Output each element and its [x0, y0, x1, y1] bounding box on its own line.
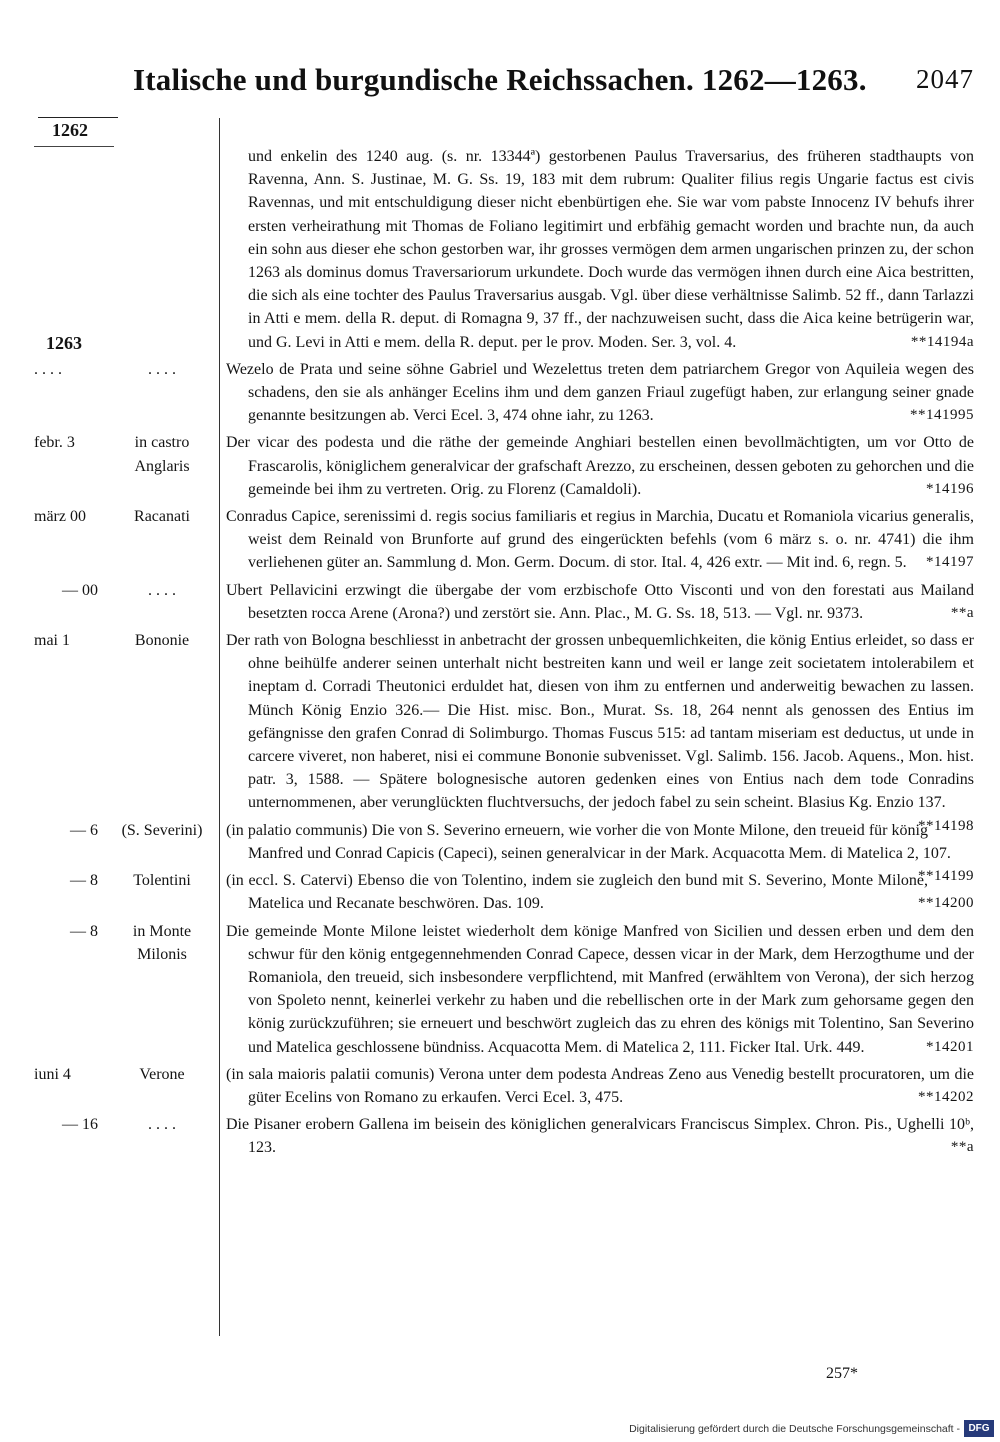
dfg-funding-notice: Digitalisierung gefördert durch die Deutsche Forschungsgemeinschaft - — [629, 1423, 960, 1435]
entry-paragraph — [226, 629, 974, 834]
entry-text: Der vicar des podesta und die räthe der gemeinde Anghiari bestellen einen bevollmächtigten, um vor Otto de Frascarolis, königlichem generalvicar der grafschaft Arezzo, zu erscheinen, dessen geboten zu gehorchen und die gemeinde bei ihm zu vertreten. Orig. zu Florenz (Camaldoli). — [226, 434, 974, 498]
regest-list — [0, 140, 1000, 1160]
entry-paragraph — [226, 431, 974, 501]
entry-text-block — [226, 145, 974, 354]
entry-paragraph — [226, 920, 974, 1059]
regest-number: **14199 — [918, 868, 974, 885]
regest-number: **14200 — [918, 895, 974, 912]
year-marker-top: 1262 — [52, 120, 88, 140]
year-marker: 1263 — [46, 333, 82, 353]
entry-text: Conradus Capice, serenissimi d. regis socius familiaris et regius in Marchia, Ducatu et Romaniola vicarius generalis, weist dem Reinald von Brunforte auf grund des eingerückten befehls (vom 6 märz s. o. nr. 4741) die ihm verliehenen güter an. Sammlung d. Mon. Germ. Docum. di stor. Ital. 4, 426 extr. — Mit ind. 6, regn. 5. — [226, 508, 974, 572]
regest-entry — [0, 920, 1000, 1059]
regest-entry — [0, 505, 1000, 575]
entry-date: — 6 — [70, 821, 98, 839]
entry-date: — 16 — [62, 1116, 98, 1134]
entry-place: . . . . — [148, 1116, 176, 1134]
entry-text-block — [226, 920, 974, 1059]
page-title: Italische und burgundische Reichssachen. 1262—1263. — [133, 62, 867, 97]
regest-entry — [0, 869, 1000, 915]
entry-paragraph — [226, 1063, 974, 1109]
regest-number: *14201 — [926, 1038, 974, 1055]
entry-text: Der rath von Bologna beschliesst in anbetracht der grossen unbequemlichkeiten, die könig Entius erleidet, so dass er ohne beihülfe anderer seinen unterhalt nicht bestreiten kann und weil er lange zeit societatem intolerabilem et ineptam d. Corradi Theutonici erduldet hat, diesen von ihm zu entfernen und anderweitig bewachen zu lassen. Münch König Enzio 326.— Die Hist. misc. Bon., Murat. Ss. 18, 264 nennt als genossen des Entius im gefängnisse den grafen Conrad di Solimburgo. Thomas Fuscus 515: ad tantam miseriam est deductus, ut unde in carcere viveret, non haberet, nisi ei commune Bononie subvenisset. Vgl. Salimb. 156. Jacob. Aquens., Mon. hist. patr. 3, 1588. — Spätere bolognesische autoren gedenken eines von Entius nach dem tode Conradins unternommenen, aber verunglückten fluchtversuchs, der jedoch fabel zu sein scheint. Blasius Kg. Enzio 137. — [226, 632, 974, 812]
entry-text-block — [226, 358, 974, 428]
entry-text-block — [226, 505, 974, 575]
entry-date: — 8 — [70, 922, 98, 940]
regest-entry — [0, 1063, 1000, 1109]
regest-number: **a — [950, 1139, 974, 1156]
regest-entry — [0, 579, 1000, 625]
entry-date: iuni 4 — [34, 1065, 71, 1083]
regest-number: **14194a — [910, 333, 974, 350]
entry-text: Wezelo de Prata und seine söhne Gabriel und Wezelettus treten dem patriarchem Gregor von Aquileia wegen des schadens, den sie als anhänger Ecelins ihm und dem ganzen Friaul zugefügt haben, zur erlangung seiner gnade genannte besitzungen ab. Verci Ecel. 3, 474 ohne iahr, zu 1263. — [226, 360, 974, 425]
entry-date: — 00 — [62, 581, 98, 599]
entry-place: Bononie — [134, 632, 190, 650]
entry-date: märz 00 — [34, 508, 86, 526]
entry-text-block — [226, 629, 974, 834]
entry-paragraph — [226, 145, 974, 354]
entry-place: . . . . — [148, 360, 176, 378]
entry-text: Die gemeinde Monte Milone leistet wiederholt dem könige Manfred von Sicilien und dessen erben und dem den schwur für den könig entgegennehmenden Conrad Capece, dessen vicar in der Mark, dem Herzogthume und der Romaniola, den treueid, sich insbesondere verpflichtend, mit Manfred (erwähltem von Verona), der sich herzog von Spoleto nennt, keinerlei verkehr zu haben und die rebellischen orte in der Mark zum gehorsame gegen den könig zurückzuführen; sie erneuert und beschwört zugleich das zu ehren des königs mit Tolentino, San Severino und Matelica geschlossene bündniss. Acquacotta Mem. di Matelica 2, 111. Ficker Ital. Urk. 449. — [226, 922, 974, 1056]
entry-paragraph — [226, 819, 974, 885]
regest-entry — [0, 1113, 1000, 1159]
entry-text-block — [226, 819, 974, 885]
year-rule — [38, 117, 118, 118]
regest-number: **14202 — [918, 1088, 974, 1105]
entry-paragraph — [226, 869, 974, 915]
entry-text: Ubert Pellavicini erzwingt die übergabe der vom erzbischofe Otto Visconti und von den forestati aus Mailand besetzten rocca Arene (Arona?) und zerstört sie. Ann. Plac., M. G. Ss. 18, 513. — Vgl. nr. 9373. — [226, 581, 974, 622]
page-number: 2047 — [916, 64, 974, 94]
entry-place: Tolentini — [133, 872, 191, 890]
regest-number: **141995 — [910, 407, 974, 424]
entry-text-block — [226, 579, 974, 625]
regest-entry — [0, 358, 1000, 428]
regest-number: **a — [950, 604, 974, 621]
entry-place: Racanati — [134, 508, 190, 526]
entry-text-block — [226, 869, 974, 915]
regest-entry — [0, 145, 1000, 354]
entry-date: . . . . — [34, 360, 62, 378]
entry-paragraph — [226, 579, 974, 625]
entry-text: und enkelin des 1240 aug. (s. nr. 13344ª) gestorbenen Paulus Traversarius, des früheren stadthaupts von Ravenna, Ann. S. Justinae, M. G. Ss. 19, 183 mit dem rubrum: Qualiter filius regis Ungarie factus est civis Ravennas, und mit entschuldigung dieser nicht ebenbürtigen ehe. Sie war vom pabste Innocenz IV behufs ihrer ersten verheirathung mit Thomas de Foliano legitimirt und erbfähig gemacht worden und brachte nun, da auch ein sohn aus dieser ehe schon gestorben war, ihr grosses vermögen dem armen ungarischen prinzen zu, der schon 1263 als dominus domus Traversariorum urkundete. Doch wurde das vermögen ihnen durch eine Aica bestritten, die sich als eine tochter des Paulus Traversarius ausgab. Vgl. über diese verhältnisse Salimb. 52 ff., dann Tarlazzi in Atti e mem. della R. deput. di Romagna 9, 37 ff., der nachzuweisen sucht, dass die Aica keine betrügerin war, und G. Levi in Atti e mem. della R. deput. per le prov. Moden. Ser. 3, vol. 4. — [248, 148, 974, 351]
entry-text-block — [226, 1113, 974, 1159]
entry-place: (S. Severini) — [121, 821, 203, 839]
entry-paragraph — [226, 358, 974, 428]
entry-place: Verone — [139, 1065, 185, 1083]
dfg-logo: DFG — [964, 1420, 994, 1437]
entry-text-block — [226, 431, 974, 501]
entry-text-block — [226, 1063, 974, 1109]
regest-entry — [0, 431, 1000, 501]
entry-place: in castro Anglaris — [134, 434, 190, 475]
entry-date: — 8 — [70, 872, 98, 890]
regest-number: *14197 — [926, 554, 974, 571]
entry-paragraph — [226, 1113, 974, 1159]
signature-mark: 257* — [826, 1365, 858, 1382]
entry-place: . . . . — [148, 581, 176, 599]
entry-text: (in sala maioris palatii comunis) Verona unter dem podesta Andreas Zeno aus Venedig bestellt procuratoren, um die güter Ecelins von Romano zu erkaufen. Verci Ecel. 3, 475. — [226, 1065, 974, 1106]
page-header — [0, 62, 1000, 102]
entry-place: in Monte Milonis — [132, 922, 192, 963]
entry-paragraph — [226, 505, 974, 575]
entry-text: (in palatio communis) Die von S. Severino erneuern, wie vorher die von Monte Milone, den treueid für könig Manfred und Conrad Capicis (Capeci), seinen generalvicar in der Mark. Acquacotta Mem. di Matelica 2, 107. — [226, 821, 951, 862]
entry-date: mai 1 — [34, 632, 70, 650]
entry-date: febr. 3 — [34, 434, 75, 452]
regest-number: **14198 — [918, 817, 974, 834]
entry-text: (in eccl. S. Catervi) Ebenso die von Tolentino, indem sie zugleich den bund mit S. Severino, Monte Milone, Matelica und Recanate beschwören. Das. 109. — [226, 872, 928, 913]
entry-text: Die Pisaner erobern Gallena im beisein des königlichen generalvicars Franciscus Simplex. Chron. Pis., Ughelli 10ᵇ, 123. — [226, 1116, 974, 1157]
regest-number: *14196 — [926, 480, 974, 497]
